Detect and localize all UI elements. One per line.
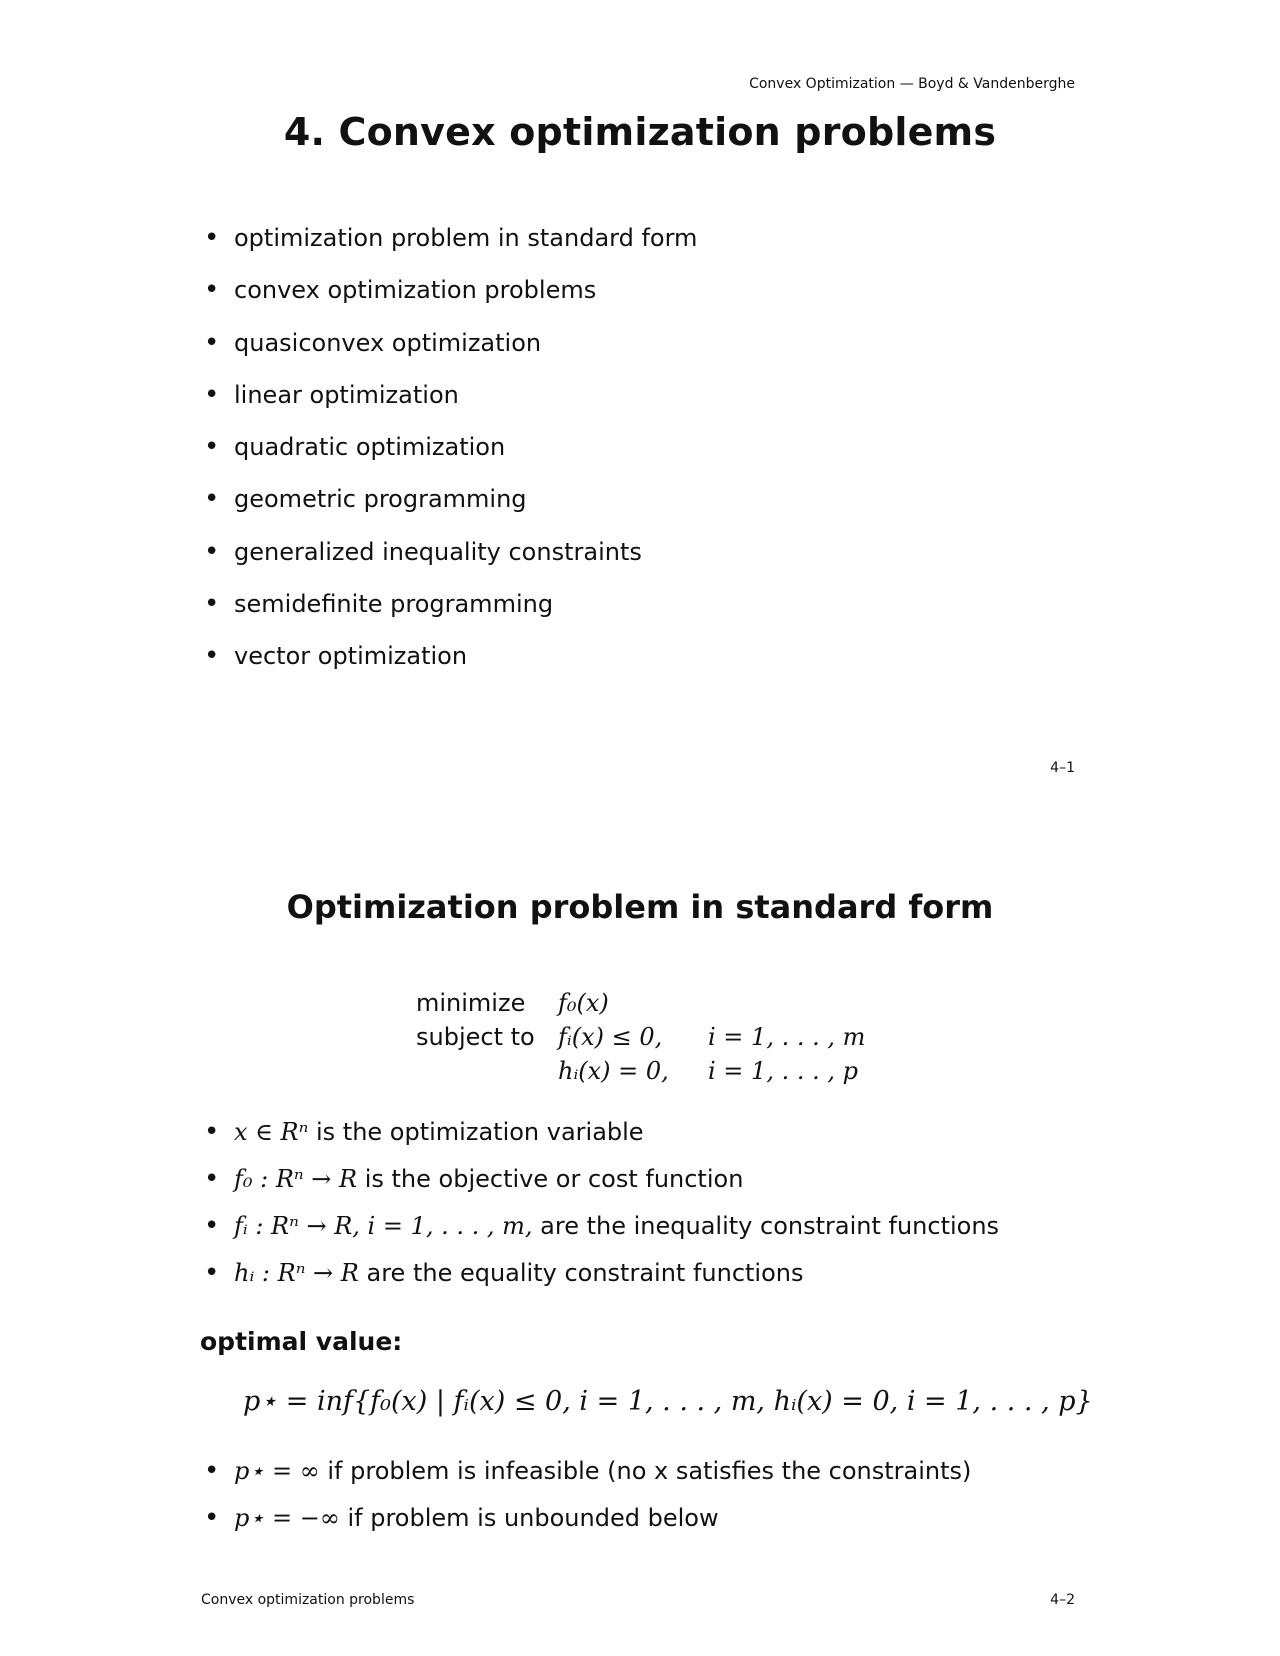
item-text: is the objective or cost function (357, 1165, 744, 1193)
optimal-value-formula: p⋆ = inf{f₀(x) | fᵢ(x) ≤ 0, i = 1, . . . , m, hᵢ(x) = 0, i = 1, . . . , p} (243, 1386, 1093, 1417)
running-header: Convex Optimization — Boyd & Vandenberghe (749, 76, 1075, 92)
item-text: are the inequality constraint functions (532, 1212, 1000, 1240)
page-number: 4–1 (1050, 760, 1075, 776)
standard-form-problem (416, 986, 865, 1088)
math-expression: fᵢ : Rⁿ → R, i = 1, . . . , m, (234, 1212, 533, 1240)
list-item (204, 1120, 999, 1144)
problem-range (708, 986, 865, 1020)
problem-expression: hᵢ(x) = 0, (558, 1057, 669, 1085)
problem-expression: fᵢ(x) ≤ 0, (558, 1023, 663, 1051)
problem-range: i = 1, . . . , m (708, 1023, 866, 1051)
list-item: • quasiconvex optimization (204, 331, 697, 355)
running-footer: Convex optimization problems (201, 1592, 415, 1608)
chapter-title: 4. Convex optimization problems (283, 110, 997, 154)
page-number: 4–2 (1050, 1592, 1075, 1608)
problem-label: minimize (416, 989, 526, 1017)
list-item: • semidefinite programming (204, 592, 697, 616)
math-expression: f₀ : Rⁿ → R (234, 1165, 358, 1193)
optimal-value-heading: optimal value: (200, 1327, 403, 1356)
list-item (204, 1459, 971, 1483)
item-text: are the equality constraint functions (358, 1259, 804, 1287)
problem-row (416, 986, 865, 1020)
problem-label: subject to (416, 1023, 535, 1051)
list-item: • linear optimization (204, 383, 697, 407)
math-expression: p⋆ = −∞ (234, 1504, 340, 1532)
list-item: • optimization problem in standard form (204, 226, 697, 250)
problem-row (416, 1020, 865, 1054)
math-expression: p⋆ = ∞ (234, 1457, 320, 1485)
item-text: if problem is infeasible (no x satisfies the constraints) (319, 1457, 972, 1485)
list-item: • geometric programming (204, 487, 697, 511)
list-item (204, 1506, 971, 1530)
list-item (204, 1214, 999, 1238)
item-text: if problem is unbounded below (339, 1504, 719, 1532)
list-item: • convex optimization problems (204, 278, 697, 302)
definition-list (204, 1120, 999, 1308)
list-item (204, 1261, 999, 1285)
list-item: • quadratic optimization (204, 435, 697, 459)
math-expression: hᵢ : Rⁿ → R (234, 1259, 359, 1287)
cases-list (204, 1459, 971, 1553)
problem-label (416, 1054, 558, 1088)
list-item: • vector optimization (204, 644, 697, 668)
list-item: • generalized inequality constraints (204, 540, 697, 564)
list-item (204, 1167, 999, 1191)
problem-expression: f₀(x) (558, 989, 609, 1017)
problem-range: i = 1, . . . , p (708, 1057, 858, 1085)
problem-row (416, 1054, 865, 1088)
math-expression: x ∈ Rⁿ (234, 1118, 309, 1146)
item-text: is the optimization variable (308, 1118, 644, 1146)
section-title: Optimization problem in standard form (286, 888, 994, 926)
topic-list (204, 226, 697, 697)
